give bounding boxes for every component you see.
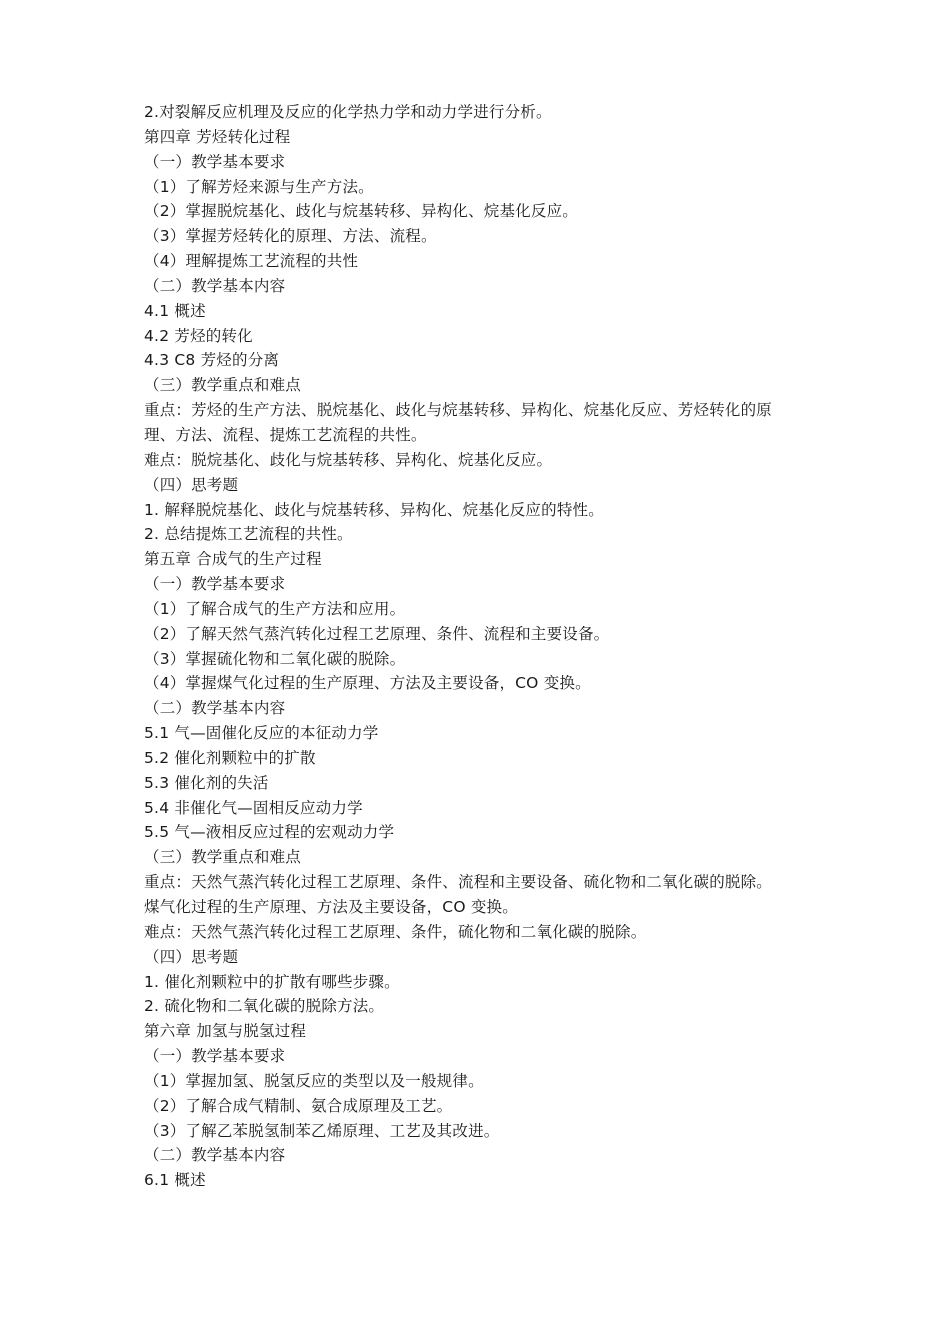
list-item: 5.3 催化剂的失活 xyxy=(144,773,269,792)
text-line: 难点：脱烷基化、歧化与烷基转移、异构化、烷基化反应。 xyxy=(144,450,553,469)
list-item: 5.5 气—液相反应过程的宏观动力学 xyxy=(144,823,395,842)
section-heading: （三）教学重点和难点 xyxy=(144,376,302,395)
list-item: 2. 硫化物和二氧化碳的脱除方法。 xyxy=(144,997,385,1016)
text-line: 理、方法、流程、提炼工艺流程的共性。 xyxy=(144,425,427,444)
document-body xyxy=(144,100,824,1193)
list-item: 2. 总结提炼工艺流程的共性。 xyxy=(144,525,353,544)
text-line: 2.对裂解反应机理及反应的化学热力学和动力学进行分析。 xyxy=(144,103,552,121)
section-heading: （一）教学基本要求 xyxy=(144,575,286,594)
text-line: 煤气化过程的生产原理、方法及主要设备，CO 变换。 xyxy=(144,898,518,916)
text-line: 重点：芳烃的生产方法、脱烷基化、歧化与烷基转移、异构化、烷基化反应、芳烃转化的原 xyxy=(144,401,773,420)
list-item: （3）掌握芳烃转化的原理、方法、流程。 xyxy=(144,227,437,246)
section-heading: （一）教学基本要求 xyxy=(144,1047,286,1066)
section-heading: （四）思考题 xyxy=(144,475,239,494)
list-item: 1. 解释脱烷基化、歧化与烷基转移、异构化、烷基化反应的特性。 xyxy=(144,500,604,519)
list-item: 6.1 概述 xyxy=(144,1171,206,1190)
list-item: （4）理解提炼工艺流程的共性 xyxy=(144,252,359,271)
list-item: （2）掌握脱烷基化、歧化与烷基转移、异构化、烷基化反应。 xyxy=(144,202,578,221)
list-item: 4.3 C8 芳烃的分离 xyxy=(144,351,280,370)
list-item: 1. 催化剂颗粒中的扩散有哪些步骤。 xyxy=(144,972,400,991)
section-heading: （三）教学重点和难点 xyxy=(144,848,302,867)
list-item: 5.1 气—固催化反应的本征动力学 xyxy=(144,724,379,743)
list-item: 5.2 催化剂颗粒中的扩散 xyxy=(144,748,316,767)
chapter-heading: 第四章 芳烃转化过程 xyxy=(144,127,291,146)
list-item: 4.2 芳烃的转化 xyxy=(144,326,253,345)
text-line: 重点：天然气蒸汽转化过程工艺原理、条件、流程和主要设备、硫化物和二氧化碳的脱除。 xyxy=(144,873,773,892)
list-item: （1）了解合成气的生产方法和应用。 xyxy=(144,599,406,618)
section-heading: （四）思考题 xyxy=(144,947,239,966)
chapter-heading: 第五章 合成气的生产过程 xyxy=(144,550,322,569)
list-item: （3）掌握硫化物和二氧化碳的脱除。 xyxy=(144,649,406,668)
section-heading: （二）教学基本内容 xyxy=(144,276,286,295)
list-item: （1）了解芳烃来源与生产方法。 xyxy=(144,177,374,196)
chapter-heading: 第六章 加氢与脱氢过程 xyxy=(144,1022,307,1041)
list-item: （1）掌握加氢、脱氢反应的类型以及一般规律。 xyxy=(144,1071,484,1090)
list-item: 5.4 非催化气—固相反应动力学 xyxy=(144,798,363,817)
section-heading: （一）教学基本要求 xyxy=(144,152,286,171)
text-line: 难点：天然气蒸汽转化过程工艺原理、条件，硫化物和二氧化碳的脱除。 xyxy=(144,922,647,941)
section-heading: （二）教学基本内容 xyxy=(144,699,286,718)
list-item: （2）了解天然气蒸汽转化过程工艺原理、条件、流程和主要设备。 xyxy=(144,624,610,643)
section-heading: （二）教学基本内容 xyxy=(144,1146,286,1165)
list-item: （2）了解合成气精制、氨合成原理及工艺。 xyxy=(144,1096,453,1115)
list-item: 4.1 概述 xyxy=(144,301,206,320)
list-item: （4）掌握煤气化过程的生产原理、方法及主要设备，CO 变换。 xyxy=(144,674,591,693)
list-item: （3）了解乙苯脱氢制苯乙烯原理、工艺及其改进。 xyxy=(144,1121,500,1140)
